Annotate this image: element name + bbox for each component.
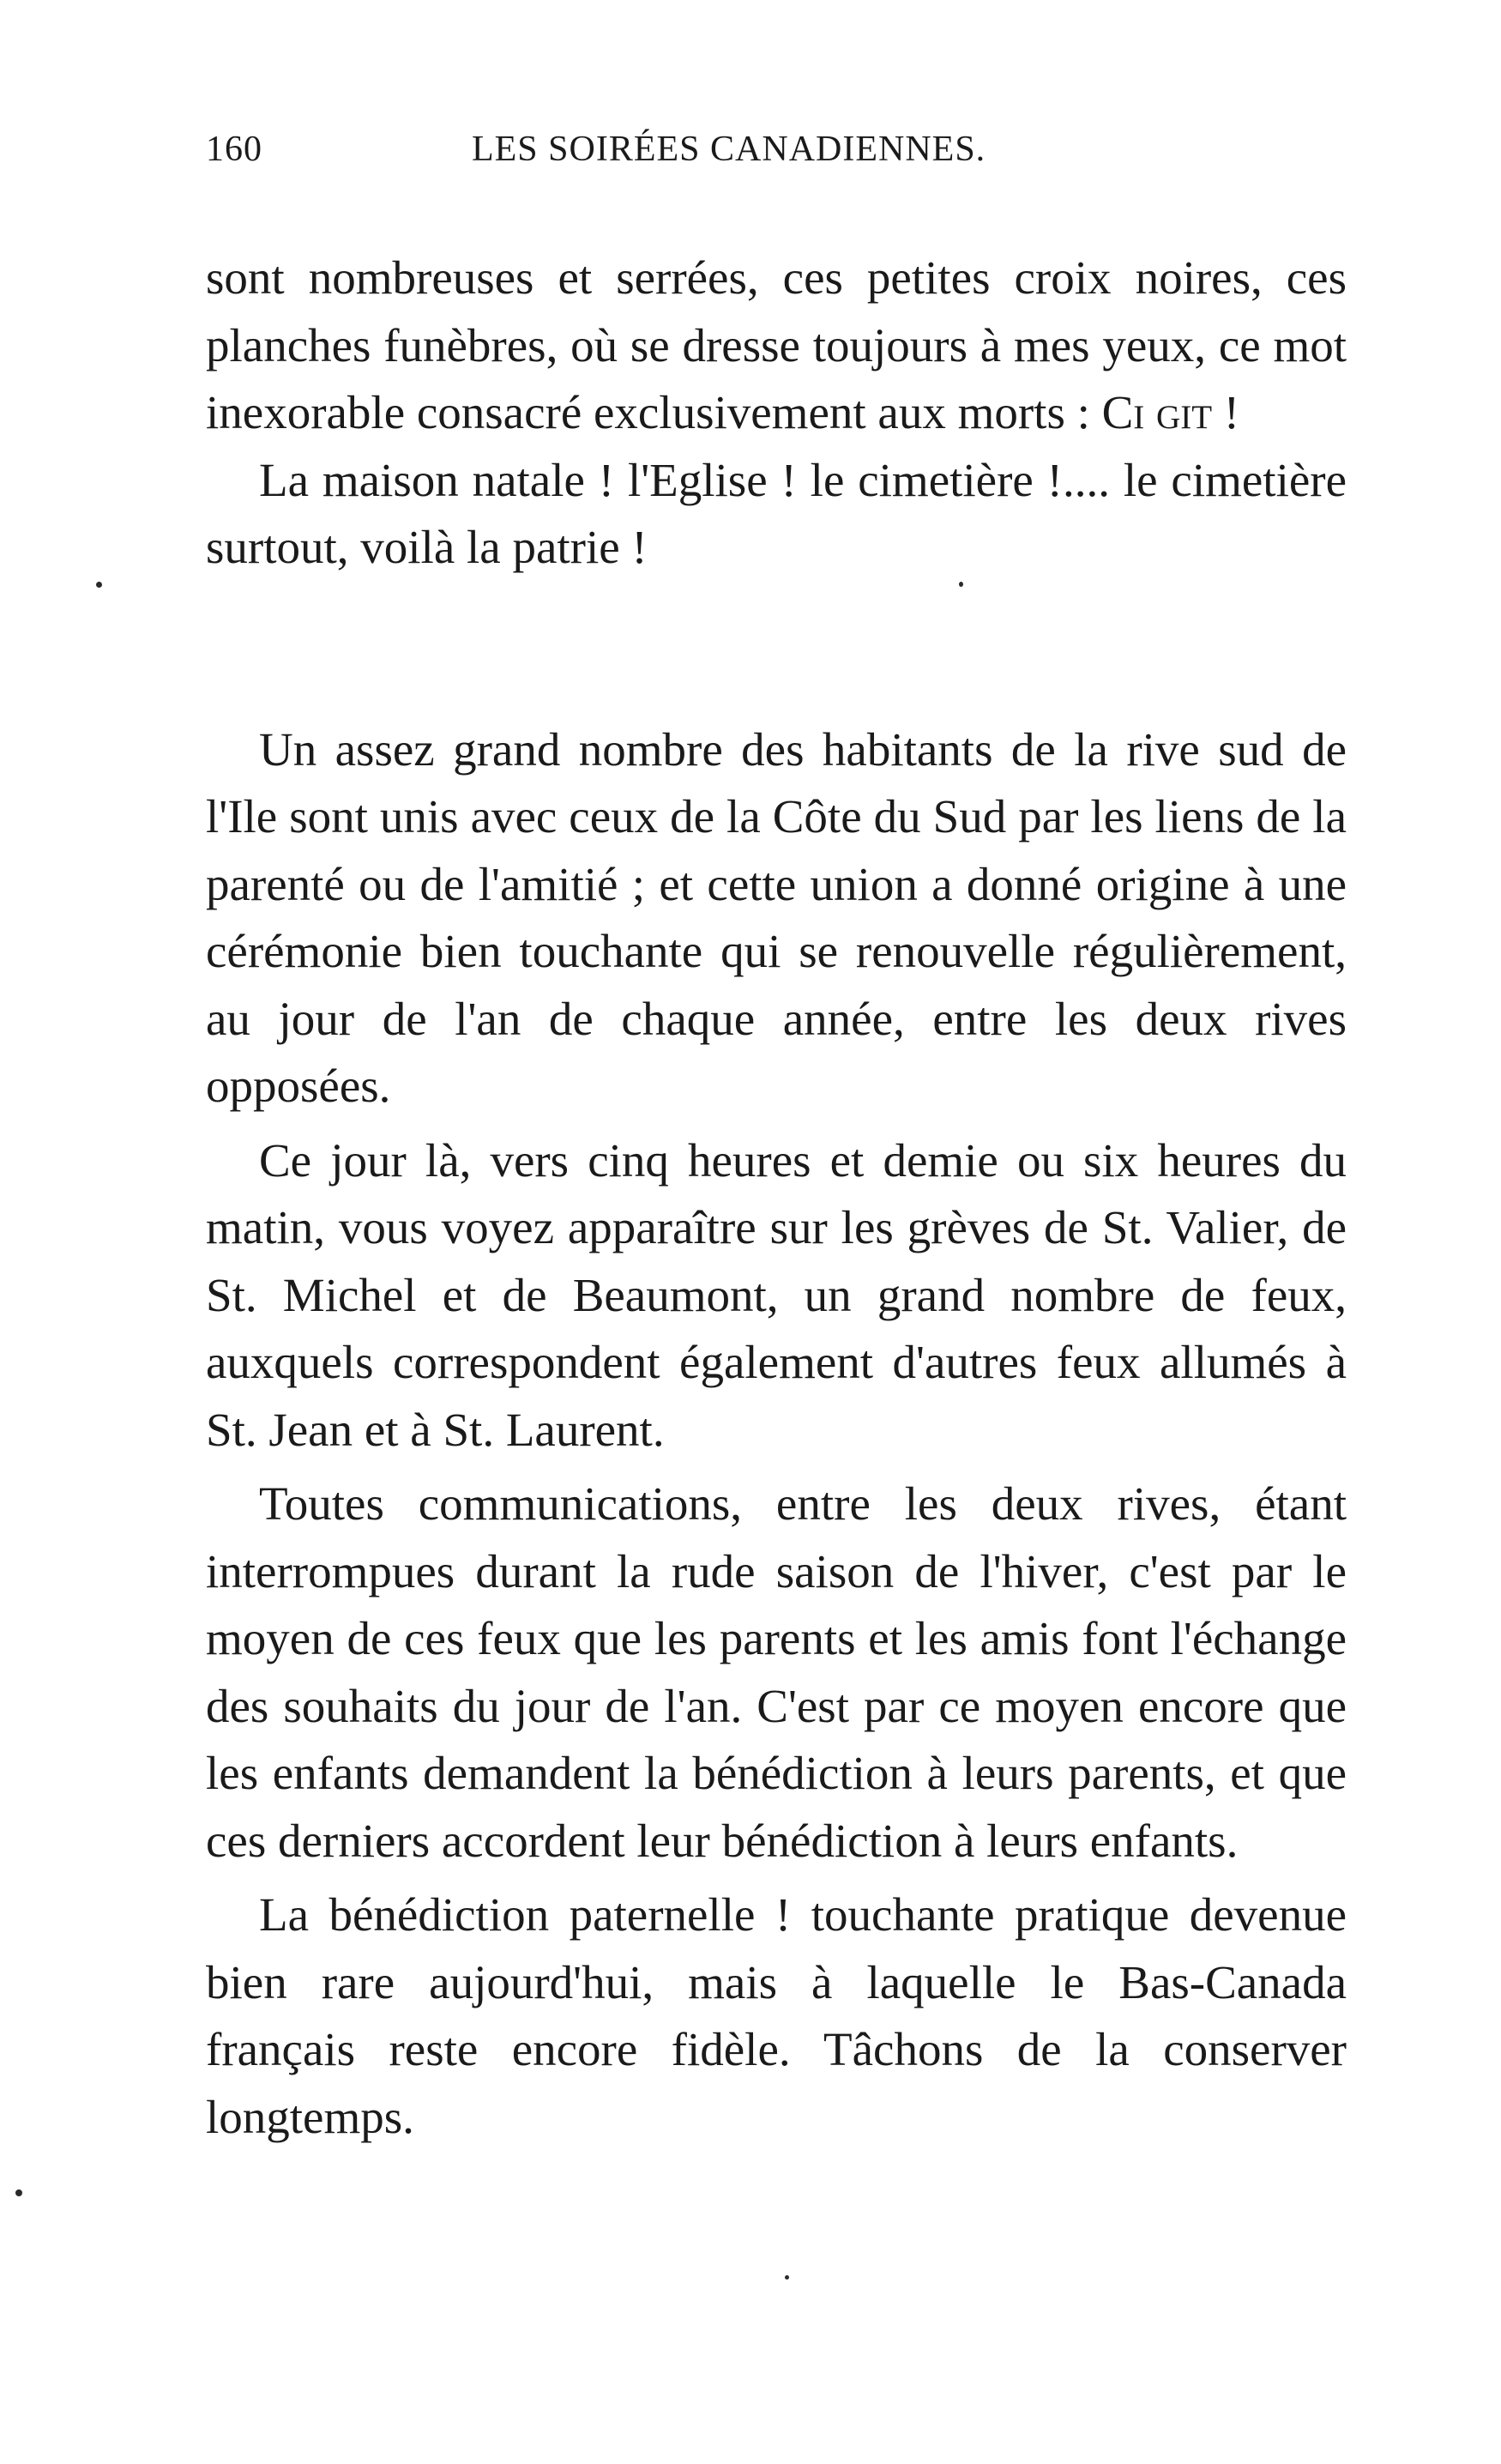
paragraph-6: La bénédiction paternelle ! touchante pratique devenue bien rare aujourd'hui, mais à laquelle le Bas-Canada français reste encore fidèle. Tâchons de la conserver longtemps. <box>206 1888 1347 2143</box>
paragraph-3: Un assez grand nombre des habitants de la rive sud de l'Ile sont unis avec ceux de la Côte du Sud par les liens de la parenté ou de l'amitié ; et cette union a donné origine à une cérémonie bien touchante qui se renouvelle régulièrement, au jour de l'an de chaque année, entre les deux rives opposées. <box>206 722 1347 1112</box>
paragraph-1 <box>206 245 1347 447</box>
body-text <box>206 245 1347 2151</box>
paragraph-5: Toutes communications, entre les deux rives, étant interrompues durant la rude saison de l'hiver, c'est par le moyen de ces feux que les parents et les amis font l'échange des souhaits du jour de l'an. C'est par ce moyen encore que les enfants demandent la bénédiction à leurs parents, et que ces derniers accordent leur bénédiction à leurs enfants. <box>206 1477 1347 1867</box>
ink-speck <box>785 2275 789 2280</box>
running-title: LES SOIRÉES CANADIENNES. <box>472 130 986 169</box>
ink-speck <box>959 582 963 587</box>
ink-speck <box>96 582 102 588</box>
ink-speck <box>15 2189 22 2196</box>
ci-git-smallcaps: Ci git <box>1101 386 1213 438</box>
paragraph-2: La maison natale ! l'Eglise ! le cimetière !.... le cimetière surtout, voilà la patrie ! <box>206 453 1347 573</box>
paragraph-1-text: sont nombreuses et serrées, ces petites croix noires, ces planches funèbres, où se dresse toujours à mes yeux, ce mot inexorable consacré exclusivement aux morts : <box>206 251 1347 438</box>
page-number: 160 <box>206 130 262 169</box>
running-header <box>206 129 1347 189</box>
paragraph-1-tail: ! <box>1212 386 1240 438</box>
paragraph-4: Ce jour là, vers cinq heures et demie ou six heures du matin, vous voyez apparaître sur les grèves de St. Valier, de St. Michel et de Beaumont, un grand nombre de feux, auxquels correspondent également d'autres feux allumés à St. Jean et à St. Laurent. <box>206 1133 1347 1456</box>
